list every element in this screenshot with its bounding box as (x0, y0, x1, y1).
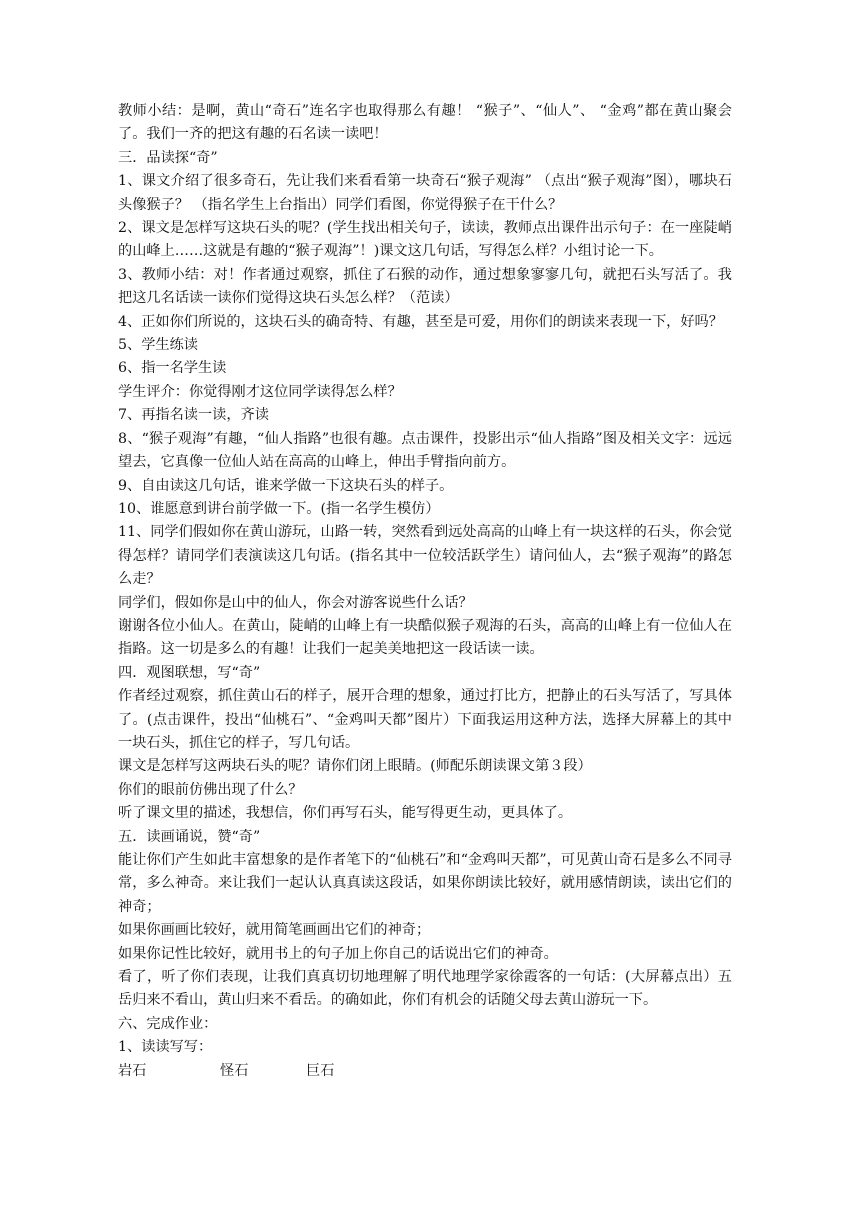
teacher-summary-paragraph: 教师小结：是啊，黄山“奇石”连名字也取得那么有趣！ “猴子”、“仙人”、 “金鸡”都在黄山聚会了。我们一齐的把这有趣的石名读一读吧！ (118, 103, 732, 143)
document-body (118, 100, 732, 1083)
vocab-word-1: 岩石 (118, 1062, 147, 1079)
reading-paragraph: 课文是怎样写这两块石头的呢？请你们闭上眼睛。(师配乐朗读课文第３段） (118, 758, 592, 775)
observation-paragraph: 作者经过观察，抓住黄山石的样子，展开合理的想象，通过打比方，把静止的石头写活了，写具体了。(点击课件，投出“仙桃石”、“金鸡叫天都”图片）下面我运用这种方法，选择大屏幕上的其中一块石头，抓住它的样子，写几句话。 (118, 688, 732, 751)
step-8-paragraph: 8、“猴子观海”有趣，“仙人指路”也很有趣。点击课件，投影出示“仙人指路”图及相关文字：远远望去，它真像一位仙人站在高高的山峰上，伸出手臂指向前方。 (118, 430, 732, 471)
xu-xiake-paragraph: 看了，听了你们表现，让我们真真切切地理解了明代地理学家徐霞客的一句话：(大屏幕点出）五岳归来不看山，黄山归来不看岳。的确如此，你们有机会的话随父母去黄山游玩一下。 (118, 969, 732, 1009)
section-5-heading: 五．读画诵说，赞“奇” (118, 828, 261, 845)
step-2-paragraph: 2、课文是怎样写这块石头的呢？(学生找出相关句子，读读，教师点出课件出示句子：在一座陡峭的山峰上……这就是有趣的“猴子观海”！)课文这几句话，写得怎么样？小组讨论一下。 (118, 220, 732, 260)
drawing-paragraph: 如果你画画比较好，就用简笔画画出它们的神奇； (118, 922, 431, 939)
step-4-paragraph: 4、正如你们所说的，这块石头的确奇特、有趣，甚至是可爱，用你们的朗读来表现一下，好吗？ (118, 313, 723, 330)
step-3-paragraph: 3、教师小结：对！作者通过观察，抓住了石猴的动作，通过想象寥寥几句，就把石头写活了。我把这几名话读一读你们觉得这块石头怎么样？（范读） (118, 266, 732, 307)
step-7-paragraph: 7、再指名读一读，齐读 (118, 407, 269, 424)
section-3-heading: 三．品读探“奇” (118, 149, 218, 166)
step-5-paragraph: 5、学生练读 (118, 337, 198, 354)
homework-1-paragraph: 1、读读写写： (118, 1039, 213, 1056)
immortal-question-paragraph: 同学们，假如你是山中的仙人，你会对游客说些什么话？ (118, 594, 473, 611)
vocabulary-row (118, 1060, 732, 1083)
step-1-paragraph: 1、课文介绍了很多奇石，先让我们来看看第一块奇石“猴子观海” （点出“猴子观海”图），哪块石头像猴子？ （指名学生上台指出）同学们看图，你觉得猴子在干什么？ (118, 173, 732, 213)
step-9-paragraph: 9、自由读这几句话，谁来学做一下这块石头的样子。 (118, 477, 454, 494)
step-11-paragraph: 11、同学们假如你在黄山游玩，山路一转，突然看到远处高高的山峰上有一块这样的石头，你会觉得怎样？请同学们表演读这几句话。(指名其中一位较活跃学生）请问仙人，去“猴子观海”的路怎么走？ (118, 524, 732, 588)
section-4-heading: 四．观图联想，写“奇” (118, 664, 261, 681)
imagine-paragraph: 你们的眼前仿佛出现了什么？ (118, 781, 303, 798)
imagination-paragraph: 能让你们产生如此丰富想象的是作者笔下的“仙桃石”和“金鸡叫天都”，可见黄山奇石是多么不同寻常，多么神奇。来让我们一起认认真真读这段话，如果你朗读比较好，就用感情朗读，读出它们的神奇； (118, 852, 732, 915)
memory-paragraph: 如果你记性比较好，就用书上的句子加上你自己的话说出它们的神奇。 (118, 945, 558, 962)
step-10-paragraph: 10、谁愿意到讲台前学做一下。(指一名学生模仿） (118, 500, 440, 517)
thanks-paragraph: 谢谢各位小仙人。在黄山，陡峭的山峰上有一块酷似猴子观海的石头，高高的山峰上有一位仙人在指路。这一切是多么的有趣！让我们一起美美地把这一段话读一读。 (118, 617, 732, 658)
student-review-paragraph: 学生评介：你觉得刚才这位同学读得怎么样？ (118, 383, 402, 400)
section-6-heading: 六、完成作业： (118, 1015, 218, 1032)
vocab-word-3: 巨石 (306, 1062, 335, 1079)
description-paragraph: 听了课文里的描述，我想信，你们再写石头，能写得更生动，更具体了。 (118, 805, 573, 822)
step-6-paragraph: 6、指一名学生读 (118, 360, 227, 377)
vocab-word-2: 怪石 (220, 1062, 249, 1079)
